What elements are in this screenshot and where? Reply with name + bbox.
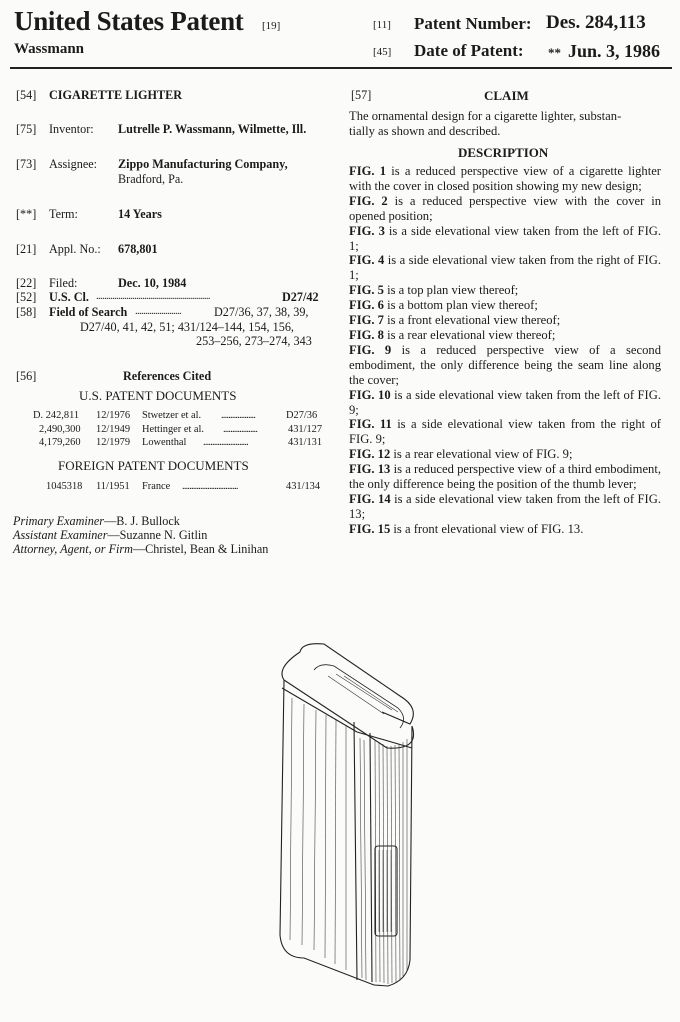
- foreign-ref-date: 11/1951: [96, 481, 130, 492]
- figure-description: [349, 417, 661, 447]
- us-ref-class: 431/131: [288, 437, 323, 448]
- figure-ref: FIG. 14: [349, 491, 391, 506]
- primary-examiner-value: —B. J. Bullock: [104, 514, 180, 528]
- figure-text: is a rear elevational view of FIG. 9;: [390, 447, 573, 462]
- header-rule: [10, 67, 672, 69]
- figure-text: is a reduced perspective view with the cover in opened position;: [349, 193, 661, 223]
- figure-text: is a reduced perspective view of a cigarette lighter with the cover in closed position showing my new design;: [349, 164, 661, 193]
- figure-description: [349, 298, 661, 313]
- description-title: DESCRIPTION: [458, 145, 549, 160]
- assignee-line1: Zippo Manufacturing Company,: [118, 157, 288, 171]
- search-dots: .......................: [135, 306, 181, 317]
- figure-ref: FIG. 10: [349, 387, 391, 402]
- filed-code: [22]: [16, 276, 37, 290]
- inventor-code: [75]: [16, 122, 37, 136]
- figure-description: [349, 388, 661, 418]
- figure-description: [349, 462, 661, 492]
- number-label: Patent Number:: [414, 14, 532, 33]
- appl-code: [21]: [16, 242, 37, 256]
- primary-examiner: [13, 514, 180, 529]
- foreign-docs-title: FOREIGN PATENT DOCUMENTS: [58, 458, 249, 473]
- figure-ref: FIG. 7: [349, 313, 384, 328]
- figure-ref: FIG. 15: [349, 521, 391, 536]
- uscl-value: D27/42: [282, 290, 319, 304]
- us-ref-num: 4,179,260: [39, 437, 81, 448]
- figure-ref: FIG. 6: [349, 298, 384, 313]
- figure-ref: FIG. 13: [349, 462, 391, 477]
- figure-description: [349, 328, 661, 343]
- us-docs-title: U.S. PATENT DOCUMENTS: [79, 388, 237, 403]
- invention-title: CIGARETTE LIGHTER: [49, 88, 183, 102]
- term-label: Term:: [49, 207, 78, 221]
- claim-text-1: The ornamental design for a cigarette lighter, substan-: [349, 109, 622, 123]
- assignee-code: [73]: [16, 157, 37, 171]
- us-ref-dots: ...................: [221, 410, 256, 421]
- us-ref-num: 2,490,300: [39, 424, 81, 435]
- figure-text: is a reduced perspective view of a third embodiment, the only difference being the position of the thumb lever;: [349, 462, 661, 492]
- assignee-label: Assignee:: [49, 157, 98, 171]
- figure-text: is a front elevational view thereof;: [383, 313, 561, 328]
- us-ref-date: 12/1949: [96, 424, 131, 435]
- claim-code: [57]: [351, 88, 372, 102]
- figure-ref: FIG. 1: [349, 164, 387, 178]
- figure-text: is a side elevational view taken from the left of FIG. 9;: [349, 387, 661, 417]
- figure-text: is a side elevational view taken from the right of FIG. 1;: [349, 253, 661, 283]
- refs-title: References Cited: [123, 369, 212, 383]
- figure-ref: FIG. 2: [349, 193, 388, 208]
- inventor-surname: Wassmann: [14, 41, 85, 57]
- us-ref-class: D27/36: [286, 410, 318, 421]
- figure-ref: FIG. 9: [349, 342, 392, 357]
- figure-text: is a front elevational view of FIG. 13.: [390, 521, 584, 536]
- figure-text: is a top plan view thereof;: [383, 283, 519, 298]
- primary-examiner-label: Primary Examiner: [13, 514, 105, 528]
- figure-description: [349, 194, 661, 224]
- title-code: [19]: [262, 20, 281, 32]
- attorney-value: —Christel, Bean & Linihan: [132, 542, 269, 556]
- figure-description: [349, 343, 661, 388]
- patent-number: Des. 284,113: [546, 12, 646, 33]
- us-ref-dots: ...................: [223, 424, 258, 435]
- date-code: [45]: [373, 46, 392, 58]
- us-ref-date: 12/1976: [96, 410, 131, 421]
- claim-title: CLAIM: [484, 88, 529, 103]
- figure-text: is a side elevational view taken from the left of FIG. 1;: [349, 223, 662, 253]
- filed-label: Filed:: [49, 276, 78, 290]
- date-label: Date of Patent:: [414, 41, 524, 60]
- figure-text: is a bottom plan view thereof;: [383, 298, 538, 313]
- figure-description: [349, 224, 661, 254]
- uscl-label: U.S. Cl.: [49, 290, 89, 304]
- foreign-ref-name: France: [142, 481, 171, 492]
- us-ref-name: Stwetzer et al.: [142, 410, 202, 421]
- search-line2: D27/40, 41, 42, 51; 431/124–144, 154, 156,: [80, 320, 294, 334]
- us-ref-num: D. 242,811: [33, 410, 80, 421]
- figure-description: [349, 492, 661, 522]
- attorney-label: Attorney, Agent, or Firm: [13, 542, 133, 556]
- assistant-examiner-value: —Suzanne N. Gitlin: [107, 528, 208, 542]
- figure-text: is a side elevational view taken from the right of FIG. 9;: [349, 417, 661, 447]
- uscl-code: [52]: [16, 290, 37, 304]
- filed-value: Dec. 10, 1984: [118, 276, 187, 290]
- figure-descriptions: [349, 164, 661, 537]
- figure-description: [349, 283, 661, 298]
- inventor-label: Inventor:: [49, 122, 94, 136]
- figure-text: is a reduced perspective view of a second embodiment, the only difference being the seam line along the cover;: [349, 342, 661, 387]
- patent-date: Jun. 3, 1986: [568, 41, 661, 61]
- foreign-ref-dots: ...............................: [182, 481, 238, 492]
- term-code: [**]: [16, 207, 37, 221]
- figure-text: is a side elevational view taken from the left of FIG. 13;: [349, 491, 661, 521]
- appl-value: 678,801: [118, 242, 158, 256]
- figure-text: is a rear elevational view thereof;: [383, 327, 556, 342]
- term-value: 14 Years: [118, 207, 162, 221]
- us-ref-date: 12/1979: [96, 437, 131, 448]
- title-code-54: [54]: [16, 88, 37, 102]
- refs-code: [56]: [16, 369, 37, 383]
- figure-ref: FIG. 12: [349, 447, 391, 462]
- figure-description: [349, 313, 661, 328]
- patent-title: United States Patent: [14, 6, 244, 36]
- us-ref-class: 431/127: [288, 424, 323, 435]
- us-ref-name: Lowenthal: [142, 437, 187, 448]
- date-marks: **: [548, 45, 561, 60]
- assistant-examiner-label: Assistant Examiner: [13, 528, 108, 542]
- appl-label: Appl. No.:: [49, 242, 101, 256]
- fig-1-drawing: [262, 640, 452, 1012]
- figure-description: [349, 447, 661, 462]
- number-code: [11]: [373, 19, 391, 31]
- assignee-line2: Bradford, Pa.: [118, 172, 184, 186]
- inventor-value: Lutrelle P. Wassmann, Wilmette, Ill.: [118, 122, 307, 136]
- claim-text-2: tially as shown and described.: [349, 124, 501, 138]
- figure-ref: FIG. 8: [349, 327, 384, 342]
- figure-description: [349, 522, 661, 537]
- figure-ref: FIG. 5: [349, 283, 384, 298]
- us-ref-dots: .........................: [203, 437, 248, 448]
- search-line1: D27/36, 37, 38, 39,: [214, 305, 309, 319]
- uscl-dots: .........................................................: [96, 291, 210, 302]
- attorney: [13, 542, 268, 557]
- figure-description: [349, 164, 661, 194]
- search-code: [58]: [16, 305, 37, 319]
- figure-description: [349, 253, 661, 283]
- figure-ref: FIG. 3: [349, 223, 385, 238]
- search-line3: 253–256, 273–274, 343: [196, 334, 312, 348]
- search-label: Field of Search: [49, 305, 128, 319]
- figure-ref: FIG. 4: [349, 253, 385, 268]
- foreign-ref-class: 431/134: [286, 481, 321, 492]
- foreign-ref-num: 1045318: [46, 481, 83, 492]
- figure-ref: FIG. 11: [349, 417, 392, 432]
- assistant-examiner: [13, 528, 207, 543]
- us-ref-name: Hettinger et al.: [142, 424, 205, 435]
